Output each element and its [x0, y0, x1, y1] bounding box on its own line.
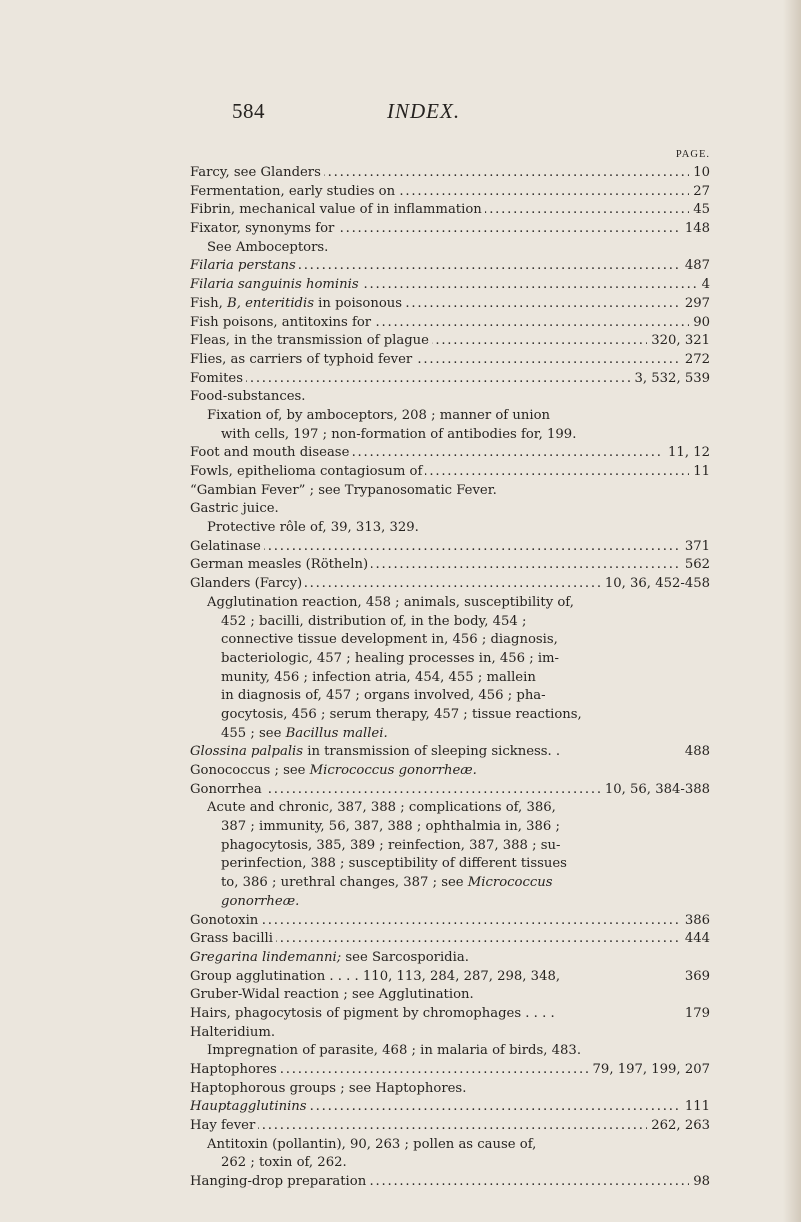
index-subentry: connective tissue development in, 456 ; diagnosis, — [190, 631, 710, 650]
index-subentry: gocytosis, 456 ; serum therapy, 457 ; tissue reactions, — [190, 706, 710, 725]
index-entry: . . . Hanging-drop preparation 98 — [190, 1173, 710, 1192]
index-entry: Food-substances. — [190, 388, 710, 407]
index-subentry: 387 ; immunity, 56, 387, 388 ; ophthalmia in, 386 ; — [190, 818, 710, 837]
index-entry: “Gambian Fever” ; see Trypanosomatic Fever. — [190, 482, 710, 501]
index-subentry: bacteriologic, 457 ; healing processes in, 456 ; im- — [190, 650, 710, 669]
index-entry: . . . Farcy, see Glanders 10 — [190, 164, 710, 183]
index-subentry: Impregnation of parasite, 468 ; in malaria of birds, 483. — [190, 1042, 710, 1061]
index-entry: . . . Gelatinase 371 — [190, 538, 710, 557]
index-entry: Glossina palpalis in transmission of sleeping sickness. . 488 — [190, 743, 710, 762]
index-subentry: See Amboceptors. — [190, 239, 710, 258]
index-subentry: to, 386 ; urethral changes, 387 ; see Micrococcus — [190, 874, 710, 893]
index-entry: Gonococcus ; see Micrococcus gonorrheæ. — [190, 762, 710, 781]
index-entry: . . . Fish poisons, antitoxins for 90 — [190, 314, 710, 333]
index-entry: Haptophorous groups ; see Haptophores. — [190, 1080, 710, 1099]
index-entry: Gastric juice. — [190, 500, 710, 519]
running-head: INDEX. — [387, 99, 461, 123]
index-entry: Hairs, phagocytosis of pigment by chromophages . . . . 179 — [190, 1005, 710, 1024]
index-entry: . . . Hauptagglutinins 111 — [190, 1098, 710, 1117]
index-entry: . . . Flies, as carriers of typhoid fever 272 — [190, 351, 710, 370]
index-entry: Gruber-Widal reaction ; see Agglutination. — [190, 986, 710, 1005]
index-entry: . . . Hay fever 262, 263 — [190, 1117, 710, 1136]
index-subentry: perinfection, 388 ; susceptibility of different tissues — [190, 855, 710, 874]
index-entry: . . . Fleas, in the transmission of plague 320, 321 — [190, 332, 710, 351]
index-subentry: with cells, 197 ; non-formation of antibodies for, 199. — [190, 426, 710, 445]
index-subentry: Fixation of, by amboceptors, 208 ; manner of union — [190, 407, 710, 426]
index-entry: . . . Fish, B, enteritidis in poisonous 297 — [190, 295, 710, 314]
index-subentry: phagocytosis, 385, 389 ; reinfection, 387, 388 ; su- — [190, 837, 710, 856]
index-subentry: Agglutination reaction, 458 ; animals, susceptibility of, — [190, 594, 710, 613]
page-header — [0, 99, 801, 129]
index-entry: . . . Haptophores 79, 197, 199, 207 — [190, 1061, 710, 1080]
index-subentry: gonorrheæ. — [190, 893, 710, 912]
index-subentry: Protective rôle of, 39, 313, 329. — [190, 519, 710, 538]
index-entry: . . . Foot and mouth disease 11, 12 — [190, 444, 710, 463]
index-entry: . . . Fomites 3, 532, 539 — [190, 370, 710, 389]
page-number: 584 — [232, 99, 265, 123]
index-subentry: in diagnosis of, 457 ; organs involved, 456 ; pha- — [190, 687, 710, 706]
index-entry: . . . Fibrin, mechanical value of in inflammation 45 — [190, 201, 710, 220]
page-column-heading: PAGE. — [675, 149, 710, 160]
index-subentry: Acute and chronic, 387, 388 ; complications of, 386, — [190, 799, 710, 818]
index-entry: . . . Grass bacilli 444 — [190, 930, 710, 949]
index-subentry: 455 ; see Bacillus mallei. — [190, 725, 710, 744]
page-edge-shadow — [783, 0, 801, 1222]
index-entry: . . . Glanders (Farcy) 10, 36, 452-458 — [190, 575, 710, 594]
index-entry: . . . Fermentation, early studies on 27 — [190, 183, 710, 202]
index-entry: Halteridium. — [190, 1024, 710, 1043]
index-subentry: munity, 456 ; infection atria, 454, 455 ; mallein — [190, 669, 710, 688]
index-entry: . . . German measles (Rötheln) 562 — [190, 556, 710, 575]
index-entry: . . . Gonotoxin 386 — [190, 912, 710, 931]
index-entry: . . . Fixator, synonyms for 148 — [190, 220, 710, 239]
index-subentry: Antitoxin (pollantin), 90, 263 ; pollen as cause of, — [190, 1136, 710, 1155]
index-entry: . . . Filaria sanguinis hominis 4 — [190, 276, 710, 295]
index-subentry: 262 ; toxin of, 262. — [190, 1154, 710, 1173]
index-subentry: 452 ; bacilli, distribution of, in the body, 454 ; — [190, 613, 710, 632]
index-entry: . . . Filaria perstans 487 — [190, 257, 710, 276]
index-list — [190, 164, 710, 1192]
index-entry: . . . Fowls, epithelioma contagiosum of 11 — [190, 463, 710, 482]
index-entry: Group agglutination . . . . 110, 113, 284, 287, 298, 348, 369 — [190, 968, 710, 987]
index-entry: . . . Gonorrhea 10, 56, 384-388 — [190, 781, 710, 800]
index-entry: Gregarina lindemanni; see Sarcosporidia. — [190, 949, 710, 968]
